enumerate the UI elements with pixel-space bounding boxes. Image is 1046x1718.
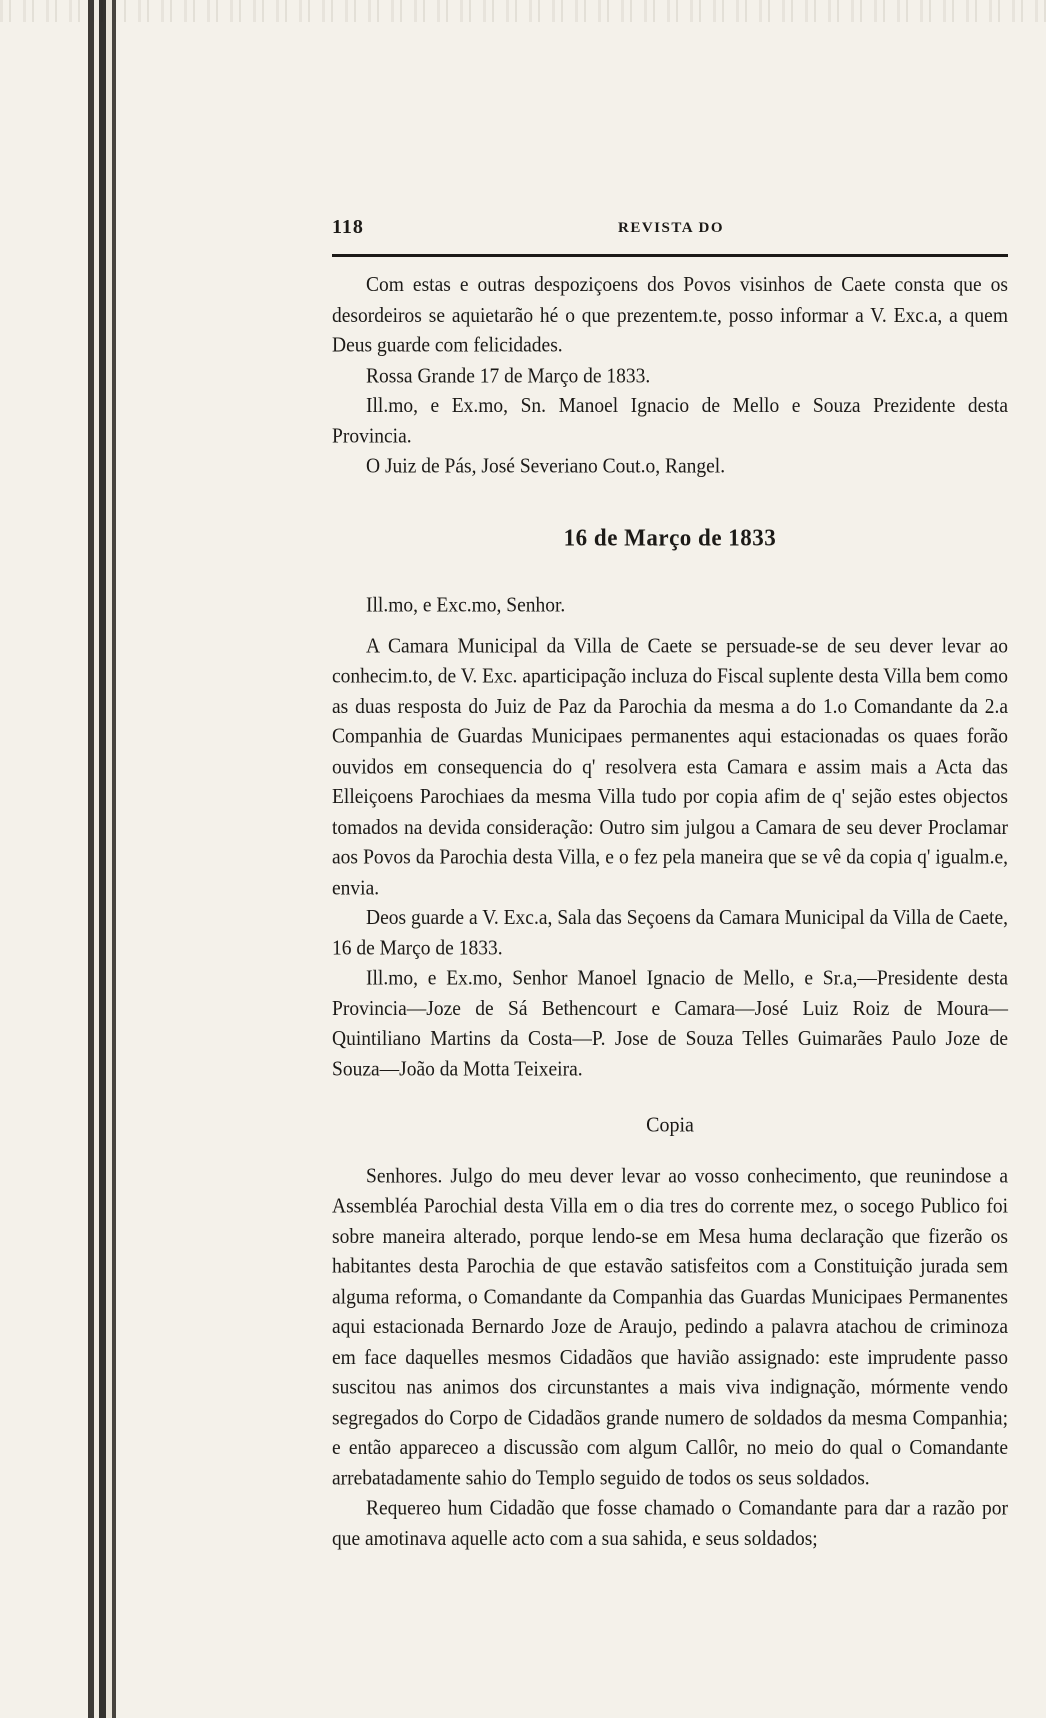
salutation: Ill.mo, e Exc.mo, Senhor. [366,594,566,617]
paragraph-signatories: Ill.mo, e Ex.mo, Senhor Manoel Ignacio de Mello, e Sr.a,—Presidente desta Provincia—Joze de Sá Bethencourt e Camara—José Luiz Roiz de Moura—Quintiliano Martins da Costa—P. Jose de Souza Telles Guimarães Paulo Joze de Souza—João da Motta Teixeira. [332,967,1008,1081]
signature-juiz: O Juiz de Pás, José Severiano Cout.o, Rangel. [366,455,726,478]
paragraph-senhores: Senhores. Julgo do meu dever levar ao vosso conhecimento, que reunindose a Assembléa Parochial desta Villa em o dia tres do corrente mez, o socego Publico foi sobre maneira alterado, porque lendo-se em Mesa huma declaração que fizerão os habitantes desta Parochia de que estavão satisfeitos com a Constituição jurada sem alguma reforma, o Comandante da Companhia das Guardas Municipaes Permanentes aqui estacionada Bernardo Joze de Araujo, pedindo a palavra atachou de criminoza em face daquelles mesmos Cidadãos que havião assignado: este imprudente passo suscitou nas animos dos circunstantes a mais viva indignação, mórmente vendo segregados do Corpo de Cidadãos grande numero de soldados da mesma Companhia; e então appareceo a discussão com algum Callôr, no meio do qual o Comandante arrebatadamente sahio do Templo seguido de todos os seus soldados. [332,1165,1008,1490]
book-binding-gutter [88,0,124,1718]
scan-noise-top [0,0,1046,22]
dateline-rossa-grande: Rossa Grande 17 de Março de 1833. [366,364,651,388]
page-header [332,216,1008,246]
copy-title: Copia [646,1113,694,1138]
paragraph-requereo: Requereo hum Cidadão que fosse chamado o Comandante para dar a razão por que amotinava aquelle acto com a sua sahida, e seus soldados; [332,1497,1008,1550]
page-number: 118 [332,216,364,238]
section-title: 16 de Março de 1833 [563,523,777,551]
running-head: REVISTA DO [618,220,724,236]
body-text [332,271,1008,1555]
header-rule [332,254,1008,257]
document-page [332,216,1008,1550]
paragraph-deos-guarde: Deos guarde a V. Exc.a, Sala das Seçoens da Camara Municipal da Villa de Caete, 16 de Março de 1833. [332,906,1008,960]
addressee-line: Ill.mo, e Ex.mo, Sn. Manoel Ignacio de Mello e Souza Prezidente desta Provincia. [332,395,1008,448]
paragraph-report: Com estas e outras despoziçoens dos Povos visinhos de Caete consta que os desordeiros se aquietarão hé o que prezentem.te, posso informar a V. Exc.a, a quem Deus guarde com felicidades. [332,274,1008,357]
paragraph-camara: A Camara Municipal da Villa de Caete se persuade-se de seu dever levar ao conhecim.to, de V. Exc. aparticipação incluza do Fiscal suplente desta Villa bem como as duas resposta do Juiz de Paz da Parochia da mesma a do 1.o Comandante da 2.a Companhia de Guardas Municipaes permanentes aqui estacionadas os quaes forão ouvidos em consequencia do q' resolvera esta Camara e assim mais a Acta das Elleiçoens Parochiaes da mesma Villa tudo por copia afim de q' sejão estes objectos tomados na devida consideração: Outro sim julgou a Camara de seu dever Proclamar aos Povos da Parochia desta Villa, e o fez pela maneira que se vê da copia q' igualm.e, envia. [332,635,1008,900]
